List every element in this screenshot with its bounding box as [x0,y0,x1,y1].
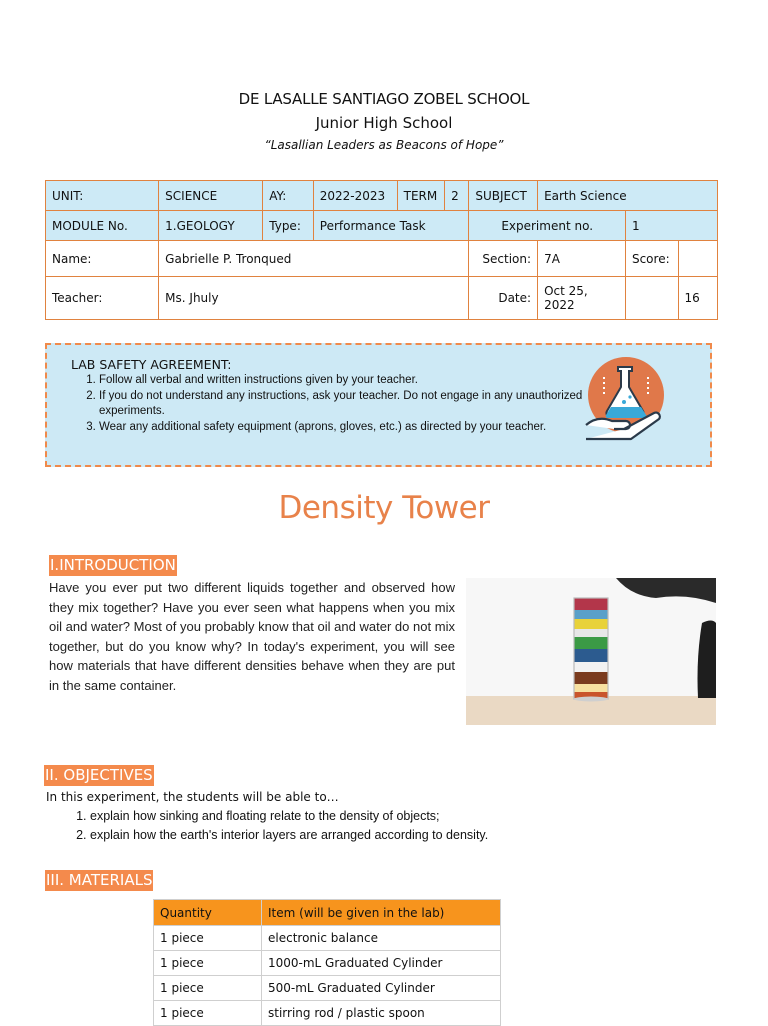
school-name: DE LASALLE SANTIAGO ZOBEL SCHOOL [238,90,530,108]
safety-rule: 1. Follow all verbal and written instructions given by your teacher. [99,373,589,389]
table-row [154,926,501,951]
type-value: Performance Task [313,211,469,241]
column-header-item: Item (will be given in the lab) [262,900,501,926]
score-label: Score: [625,241,678,277]
quantity-cell: 1 piece [154,951,262,976]
item-cell: electronic balance [262,926,501,951]
item-cell: 1000-mL Graduated Cylinder [262,951,501,976]
name-value: Gabrielle P. Tronqued [159,241,469,277]
safety-title: LAB SAFETY AGREEMENT: [71,357,232,372]
materials-heading: III. MATERIALS [46,871,153,889]
table-row [154,951,501,976]
item-cell: stirring rod / plastic spoon [262,1001,501,1026]
type-label: Type: [263,211,314,241]
density-tower-photo [466,578,716,725]
ay-value: 2022-2023 [313,181,397,211]
teacher-value: Ms. Jhuly [159,277,469,320]
introduction-text: Have you ever put two different liquids together and observed how they mix together? Have you ever seen what happens when you mix oil and water? Most of you probably know that oil and water do not mix together, but do you know why? In today's experiment, you will see how materials that have different densities behave when they are put in the same container. [49,580,455,693]
teacher-label: Teacher: [46,277,159,320]
unit-value: SCIENCE [159,181,263,211]
experiment-value: 1 [625,211,717,241]
date-label: Date: [469,277,538,320]
materials-table [153,899,501,1026]
section-value: 7A [538,241,626,277]
objective-item: 2. explain how the earth's interior layers are arranged according to density. [90,826,488,845]
module-value: 1.GEOLOGY [159,211,263,241]
quantity-cell: 1 piece [154,1001,262,1026]
score-value: 16 [678,277,717,320]
division-name: Junior High School [315,114,453,132]
table-row [154,976,501,1001]
section-label: Section: [469,241,538,277]
column-header-quantity: Quantity [154,900,262,926]
quantity-cell: 1 piece [154,926,262,951]
score-blank [678,241,717,277]
flask-in-hand-icon [584,355,674,445]
objectives-list [46,807,488,845]
name-label: Name: [46,241,159,277]
subject-value: Earth Science [538,181,718,211]
unit-label: UNIT: [46,181,159,211]
date-value [538,277,626,320]
ay-label: AY: [263,181,314,211]
experiment-label: Experiment no. [469,211,626,241]
safety-rule: 2. If you do not understand any instructions, ask your teacher. Do not engage in any unauthorized experiments. [99,389,589,420]
introduction-heading: I.INTRODUCTION [50,556,176,574]
quantity-cell: 1 piece [154,976,262,1001]
safety-rules [69,373,589,435]
term-label: TERM [397,181,444,211]
date-line-2: 2022 [544,298,575,312]
safety-rule: 3. Wear any additional safety equipment (aprons, gloves, etc.) as directed by your teacher. [99,420,589,436]
lab-safety-box [45,343,712,467]
item-cell: 500-mL Graduated Cylinder [262,976,501,1001]
table-row [154,1001,501,1026]
objectives-heading: II. OBJECTIVES [45,766,153,784]
subject-label: SUBJECT [469,181,538,211]
page-title: Density Tower [278,490,490,526]
info-table [45,180,718,320]
module-label: MODULE No. [46,211,159,241]
school-motto: “Lasallian Leaders as Beacons of Hope” [264,138,504,152]
objectives-intro: In this experiment, the students will be able to… [46,790,339,804]
date-line-1: Oct 25, [544,284,588,298]
score-spacer [625,277,678,320]
term-value: 2 [445,181,469,211]
objective-item: 1. explain how sinking and floating relate to the density of objects; [90,807,488,826]
